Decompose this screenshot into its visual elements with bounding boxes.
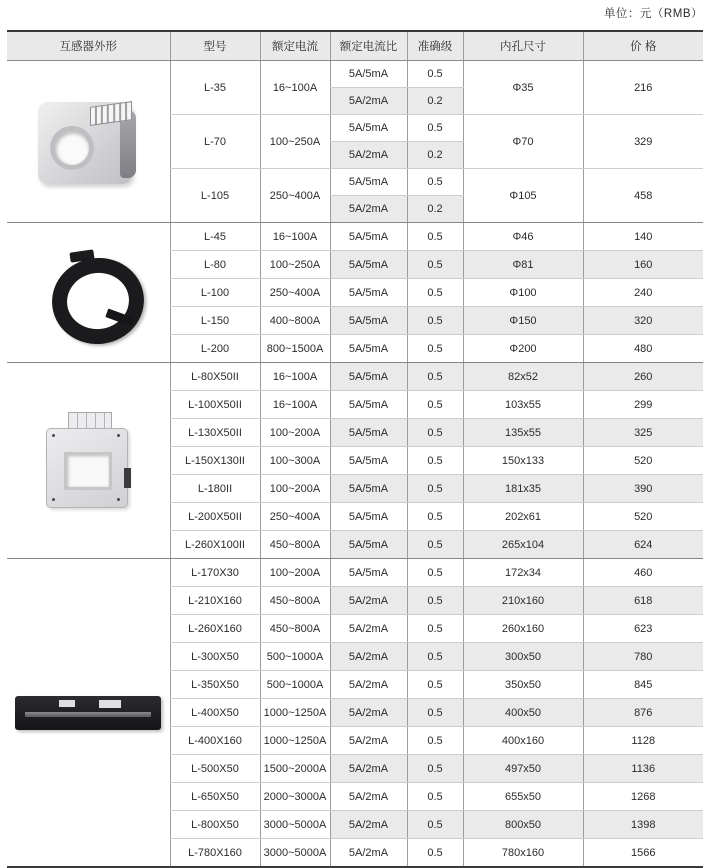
- cell-ratio: 5A/5mA: [330, 475, 407, 503]
- cell-accuracy: 0.2: [407, 142, 463, 169]
- cell-model: L-400X50: [170, 699, 260, 727]
- cell-accuracy: 0.5: [407, 279, 463, 307]
- ct-screw: [52, 498, 55, 501]
- cell-price: 460: [583, 559, 703, 587]
- ct-hole: [50, 126, 94, 170]
- cell-price: 480: [583, 335, 703, 363]
- cell-hole-size: 181x35: [463, 475, 583, 503]
- cell-rated-current: 500~1000A: [260, 643, 330, 671]
- cell-rated-current: 450~800A: [260, 587, 330, 615]
- ct-price-table: [7, 30, 703, 868]
- cell-hole-size: 103x55: [463, 391, 583, 419]
- cell-rated-current: 500~1000A: [260, 671, 330, 699]
- cell-accuracy: 0.5: [407, 699, 463, 727]
- cell-rated-current: 250~400A: [260, 169, 330, 223]
- cell-model: L-200X50II: [170, 503, 260, 531]
- cell-accuracy: 0.5: [407, 643, 463, 671]
- cell-accuracy: 0.2: [407, 88, 463, 115]
- cell-hole-size: 202x61: [463, 503, 583, 531]
- cell-model: L-180II: [170, 475, 260, 503]
- cell-price: 299: [583, 391, 703, 419]
- cell-price: 1268: [583, 783, 703, 811]
- cell-model: L-70: [170, 115, 260, 169]
- cell-accuracy: 0.5: [407, 251, 463, 279]
- cell-model: L-130X50II: [170, 419, 260, 447]
- cell-ratio: 5A/5mA: [330, 419, 407, 447]
- cell-hole-size: 800x50: [463, 811, 583, 839]
- cell-accuracy: 0.5: [407, 531, 463, 559]
- cell-rated-current: 450~800A: [260, 615, 330, 643]
- cell-hole-size: Φ81: [463, 251, 583, 279]
- ct-screw: [117, 498, 120, 501]
- cell-accuracy: 0.5: [407, 391, 463, 419]
- header-hole-size: 内孔尺寸: [463, 31, 583, 61]
- cell-accuracy: 0.5: [407, 783, 463, 811]
- ring-type-ct-photo: [7, 223, 170, 363]
- cell-accuracy: 0.5: [407, 727, 463, 755]
- cell-accuracy: 0.5: [407, 419, 463, 447]
- cell-rated-current: 3000~5000A: [260, 839, 330, 868]
- header-appearance: 互感器外形: [7, 31, 170, 61]
- cell-price: 618: [583, 587, 703, 615]
- cell-model: L-500X50: [170, 755, 260, 783]
- cell-accuracy: 0.5: [407, 363, 463, 391]
- cell-price: 624: [583, 531, 703, 559]
- cell-rated-current: 100~200A: [260, 419, 330, 447]
- cell-model: L-210X160: [170, 587, 260, 615]
- cell-hole-size: Φ46: [463, 223, 583, 251]
- ct-side-connector: [124, 468, 131, 488]
- cell-hole-size: Φ200: [463, 335, 583, 363]
- cell-price: 1566: [583, 839, 703, 868]
- cell-rated-current: 16~100A: [260, 223, 330, 251]
- cell-ratio: 5A/5mA: [330, 559, 407, 587]
- cell-price: 260: [583, 363, 703, 391]
- cell-rated-current: 2000~3000A: [260, 783, 330, 811]
- cell-price: 845: [583, 671, 703, 699]
- cell-hole-size: 135x55: [463, 419, 583, 447]
- cell-ratio: 5A/5mA: [330, 279, 407, 307]
- header-accuracy-class: 准确级: [407, 31, 463, 61]
- cell-price: 329: [583, 115, 703, 169]
- cell-hole-size: 400x50: [463, 699, 583, 727]
- cell-ratio: 5A/2mA: [330, 196, 407, 223]
- table-row: [7, 61, 703, 88]
- cell-ratio: 5A/2mA: [330, 699, 407, 727]
- cell-price: 1136: [583, 755, 703, 783]
- frame-ct-drawing: [44, 412, 132, 510]
- cell-ratio: 5A/5mA: [330, 503, 407, 531]
- cell-rated-current: 16~100A: [260, 61, 330, 115]
- cell-ratio: 5A/2mA: [330, 839, 407, 868]
- ct-screw: [117, 434, 120, 437]
- cell-accuracy: 0.5: [407, 671, 463, 699]
- cell-rated-current: 100~250A: [260, 251, 330, 279]
- cell-ratio: 5A/5mA: [330, 531, 407, 559]
- cell-hole-size: 655x50: [463, 783, 583, 811]
- cell-model: L-150: [170, 307, 260, 335]
- cell-price: 780: [583, 643, 703, 671]
- cell-ratio: 5A/5mA: [330, 363, 407, 391]
- ct-top-opening: [59, 700, 75, 707]
- header-rated-current: 额定电流: [260, 31, 330, 61]
- cell-price: 458: [583, 169, 703, 223]
- cell-rated-current: 16~100A: [260, 363, 330, 391]
- cell-rated-current: 100~200A: [260, 475, 330, 503]
- frame-type-ct-photo: [7, 363, 170, 559]
- cell-ratio: 5A/5mA: [330, 391, 407, 419]
- cell-model: L-150X130II: [170, 447, 260, 475]
- cell-price: 140: [583, 223, 703, 251]
- cell-price: 876: [583, 699, 703, 727]
- cell-ratio: 5A/2mA: [330, 643, 407, 671]
- cell-ratio: 5A/5mA: [330, 251, 407, 279]
- cell-ratio: 5A/5mA: [330, 115, 407, 142]
- cell-price: 216: [583, 61, 703, 115]
- cell-ratio: 5A/5mA: [330, 223, 407, 251]
- cell-model: L-260X100II: [170, 531, 260, 559]
- cell-rated-current: 3000~5000A: [260, 811, 330, 839]
- header-current-ratio: 额定电流比: [330, 31, 407, 61]
- cell-model: L-80X50II: [170, 363, 260, 391]
- cell-hole-size: 82x52: [463, 363, 583, 391]
- cell-ratio: 5A/5mA: [330, 61, 407, 88]
- cell-hole-size: 350x50: [463, 671, 583, 699]
- cell-model: L-800X50: [170, 811, 260, 839]
- cell-ratio: 5A/2mA: [330, 88, 407, 115]
- cell-accuracy: 0.5: [407, 447, 463, 475]
- cell-price: 320: [583, 307, 703, 335]
- cell-rated-current: 100~200A: [260, 559, 330, 587]
- cell-price: 160: [583, 251, 703, 279]
- table-row: [7, 559, 703, 587]
- ct-window: [64, 452, 112, 490]
- cell-rated-current: 800~1500A: [260, 335, 330, 363]
- cell-hole-size: 260x160: [463, 615, 583, 643]
- unit-label: 单位：元（RMB）: [603, 8, 703, 20]
- cell-price: 520: [583, 503, 703, 531]
- cell-accuracy: 0.5: [407, 839, 463, 868]
- cell-price: 240: [583, 279, 703, 307]
- cell-ratio: 5A/5mA: [330, 335, 407, 363]
- cell-accuracy: 0.5: [407, 615, 463, 643]
- cell-price: 623: [583, 615, 703, 643]
- cell-hole-size: Φ70: [463, 115, 583, 169]
- cell-accuracy: 0.5: [407, 307, 463, 335]
- cell-ratio: 5A/2mA: [330, 783, 407, 811]
- cell-hole-size: 400x160: [463, 727, 583, 755]
- cell-ratio: 5A/5mA: [330, 447, 407, 475]
- cell-ratio: 5A/2mA: [330, 142, 407, 169]
- cell-ratio: 5A/5mA: [330, 307, 407, 335]
- cell-model: L-300X50: [170, 643, 260, 671]
- cell-model: L-100: [170, 279, 260, 307]
- bar-type-ct-photo: [7, 559, 170, 868]
- ct-screw: [52, 434, 55, 437]
- cell-hole-size: 265x104: [463, 531, 583, 559]
- cell-accuracy: 0.5: [407, 115, 463, 142]
- ct-ring-core: [47, 252, 150, 350]
- table-row: [7, 223, 703, 251]
- header-price: 价 格: [583, 31, 703, 61]
- cell-hole-size: Φ105: [463, 169, 583, 223]
- cell-ratio: 5A/5mA: [330, 169, 407, 196]
- cell-model: L-350X50: [170, 671, 260, 699]
- cell-accuracy: 0.5: [407, 587, 463, 615]
- cell-accuracy: 0.5: [407, 335, 463, 363]
- cell-accuracy: 0.5: [407, 559, 463, 587]
- cell-price: 325: [583, 419, 703, 447]
- ct-slot: [25, 712, 151, 717]
- cell-hole-size: Φ35: [463, 61, 583, 115]
- cell-ratio: 5A/2mA: [330, 671, 407, 699]
- cell-rated-current: 100~250A: [260, 115, 330, 169]
- cell-accuracy: 0.5: [407, 755, 463, 783]
- cell-price: 390: [583, 475, 703, 503]
- cell-rated-current: 100~300A: [260, 447, 330, 475]
- cell-accuracy: 0.5: [407, 61, 463, 88]
- cell-hole-size: 210x160: [463, 587, 583, 615]
- cell-model: L-45: [170, 223, 260, 251]
- cell-hole-size: 780x160: [463, 839, 583, 868]
- cell-hole-size: 150x133: [463, 447, 583, 475]
- cell-accuracy: 0.5: [407, 811, 463, 839]
- cell-rated-current: 16~100A: [260, 391, 330, 419]
- cell-ratio: 5A/2mA: [330, 615, 407, 643]
- bar-ct-drawing: [15, 692, 161, 734]
- cell-hole-size: Φ100: [463, 279, 583, 307]
- cell-accuracy: 0.2: [407, 196, 463, 223]
- cell-model: L-170X30: [170, 559, 260, 587]
- cell-model: L-650X50: [170, 783, 260, 811]
- cell-price: 1128: [583, 727, 703, 755]
- cell-model: L-100X50II: [170, 391, 260, 419]
- cell-rated-current: 1000~1250A: [260, 699, 330, 727]
- cell-model: L-260X160: [170, 615, 260, 643]
- cell-model: L-105: [170, 169, 260, 223]
- cell-accuracy: 0.5: [407, 475, 463, 503]
- cell-ratio: 5A/2mA: [330, 587, 407, 615]
- box-ct-drawing: [34, 96, 142, 188]
- box-type-ct-photo: [7, 61, 170, 223]
- cell-rated-current: 250~400A: [260, 279, 330, 307]
- header-model: 型号: [170, 31, 260, 61]
- cell-accuracy: 0.5: [407, 169, 463, 196]
- cell-hole-size: Φ150: [463, 307, 583, 335]
- cell-accuracy: 0.5: [407, 503, 463, 531]
- cell-hole-size: 300x50: [463, 643, 583, 671]
- cell-ratio: 5A/2mA: [330, 811, 407, 839]
- cell-model: L-80: [170, 251, 260, 279]
- ct-top-opening: [99, 700, 121, 708]
- cell-rated-current: 450~800A: [260, 531, 330, 559]
- cell-price: 520: [583, 447, 703, 475]
- header-row: [7, 31, 703, 61]
- cell-accuracy: 0.5: [407, 223, 463, 251]
- ring-ct-drawing: [38, 250, 138, 336]
- table-row: [7, 363, 703, 391]
- cell-rated-current: 250~400A: [260, 503, 330, 531]
- cell-rated-current: 1500~2000A: [260, 755, 330, 783]
- cell-ratio: 5A/2mA: [330, 755, 407, 783]
- cell-model: L-200: [170, 335, 260, 363]
- cell-model: L-35: [170, 61, 260, 115]
- cell-hole-size: 172x34: [463, 559, 583, 587]
- cell-price: 1398: [583, 811, 703, 839]
- cell-rated-current: 400~800A: [260, 307, 330, 335]
- cell-model: L-400X160: [170, 727, 260, 755]
- cell-rated-current: 1000~1250A: [260, 727, 330, 755]
- cell-ratio: 5A/2mA: [330, 727, 407, 755]
- cell-hole-size: 497x50: [463, 755, 583, 783]
- cell-model: L-780X160: [170, 839, 260, 868]
